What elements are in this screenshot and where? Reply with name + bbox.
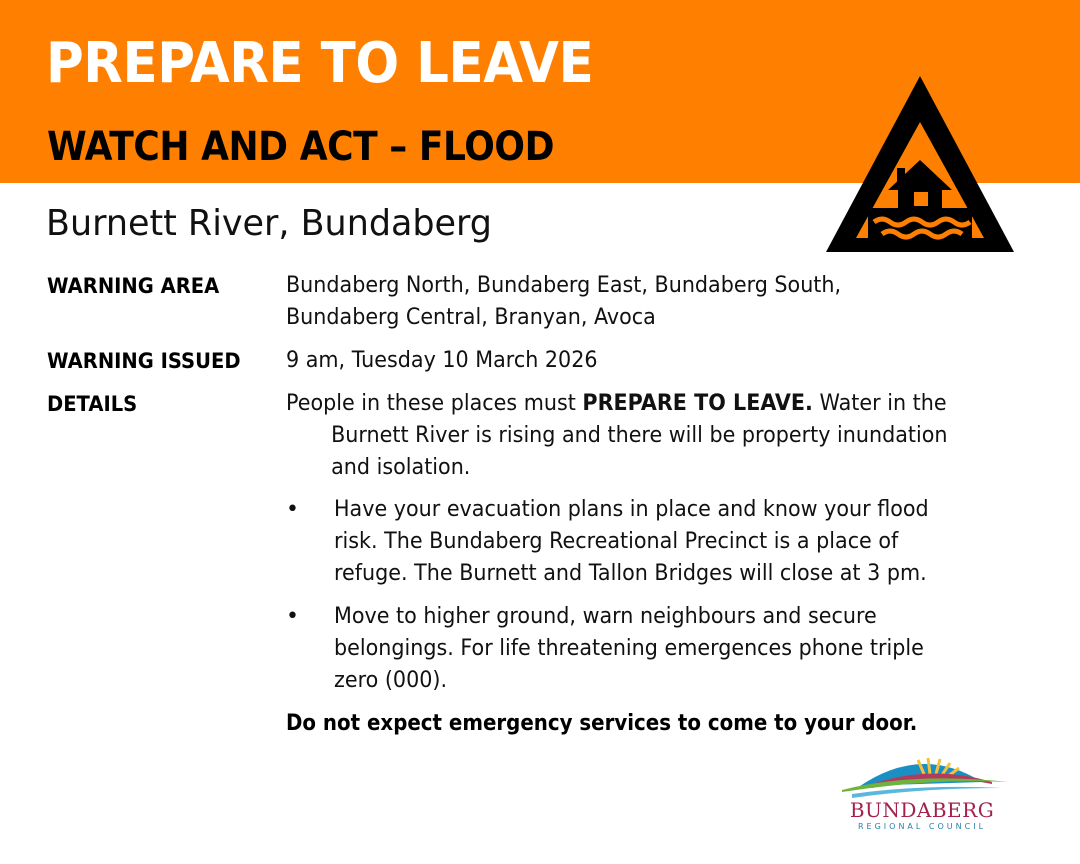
logo-name: BUNDABERG (849, 798, 995, 822)
details-label: DETAILS (47, 392, 138, 416)
bullet-line: Move to higher ground, warn neighbours and secure (334, 604, 877, 629)
logo-landscape-icon (832, 752, 1012, 800)
bullet-icon: • (286, 604, 299, 629)
bullet-text (334, 494, 1054, 590)
warning-issued-value (286, 345, 1046, 377)
flood-warning-triangle-icon (824, 74, 1016, 254)
bullet-text (334, 601, 1054, 697)
warning-area-line: Bundaberg Central, Branyan, Avoca (286, 305, 656, 330)
details-intro-first-line (286, 388, 1000, 420)
bullet-line: belongings. For life threatening emergences phone triple (334, 636, 924, 661)
bullet-line: Have your evacuation plans in place and know your flood (334, 497, 929, 522)
details-intro-suffix: Water in the (812, 391, 947, 416)
details-intro-line: and isolation. (331, 455, 471, 480)
warning-area-value (286, 270, 1046, 334)
bullet-line: zero (000). (334, 668, 448, 693)
alert-title: PREPARE TO LEAVE (46, 31, 594, 96)
warning-area-line: Bundaberg North, Bundaberg East, Bundaberg South, (286, 273, 842, 298)
warning-area-label: WARNING AREA (47, 274, 220, 298)
details-intro-prefix: People in these places must (286, 391, 583, 416)
details-intro-emphasis: PREPARE TO LEAVE. (582, 391, 813, 416)
warning-issued-label: WARNING ISSUED (47, 349, 241, 373)
bullet-line: risk. The Bundaberg Recreational Precinct is a place of (334, 529, 899, 554)
details-intro (286, 388, 1046, 484)
alert-subtitle: WATCH AND ACT – FLOOD (47, 124, 554, 170)
bullet-line: refuge. The Burnett and Tallon Bridges will close at 3 pm. (334, 561, 927, 586)
bullet-icon: • (286, 497, 299, 522)
warning-issued-text: 9 am, Tuesday 10 March 2026 (286, 348, 598, 373)
details-intro-line: Burnett River is rising and there will be property inundation (331, 423, 948, 448)
logo-subtitle: REGIONAL COUNCIL (857, 822, 987, 831)
bundaberg-council-logo (832, 752, 1012, 836)
location-title: Burnett River, Bundaberg (46, 203, 492, 244)
closing-note: Do not expect emergency services to come to your door. (286, 711, 918, 736)
